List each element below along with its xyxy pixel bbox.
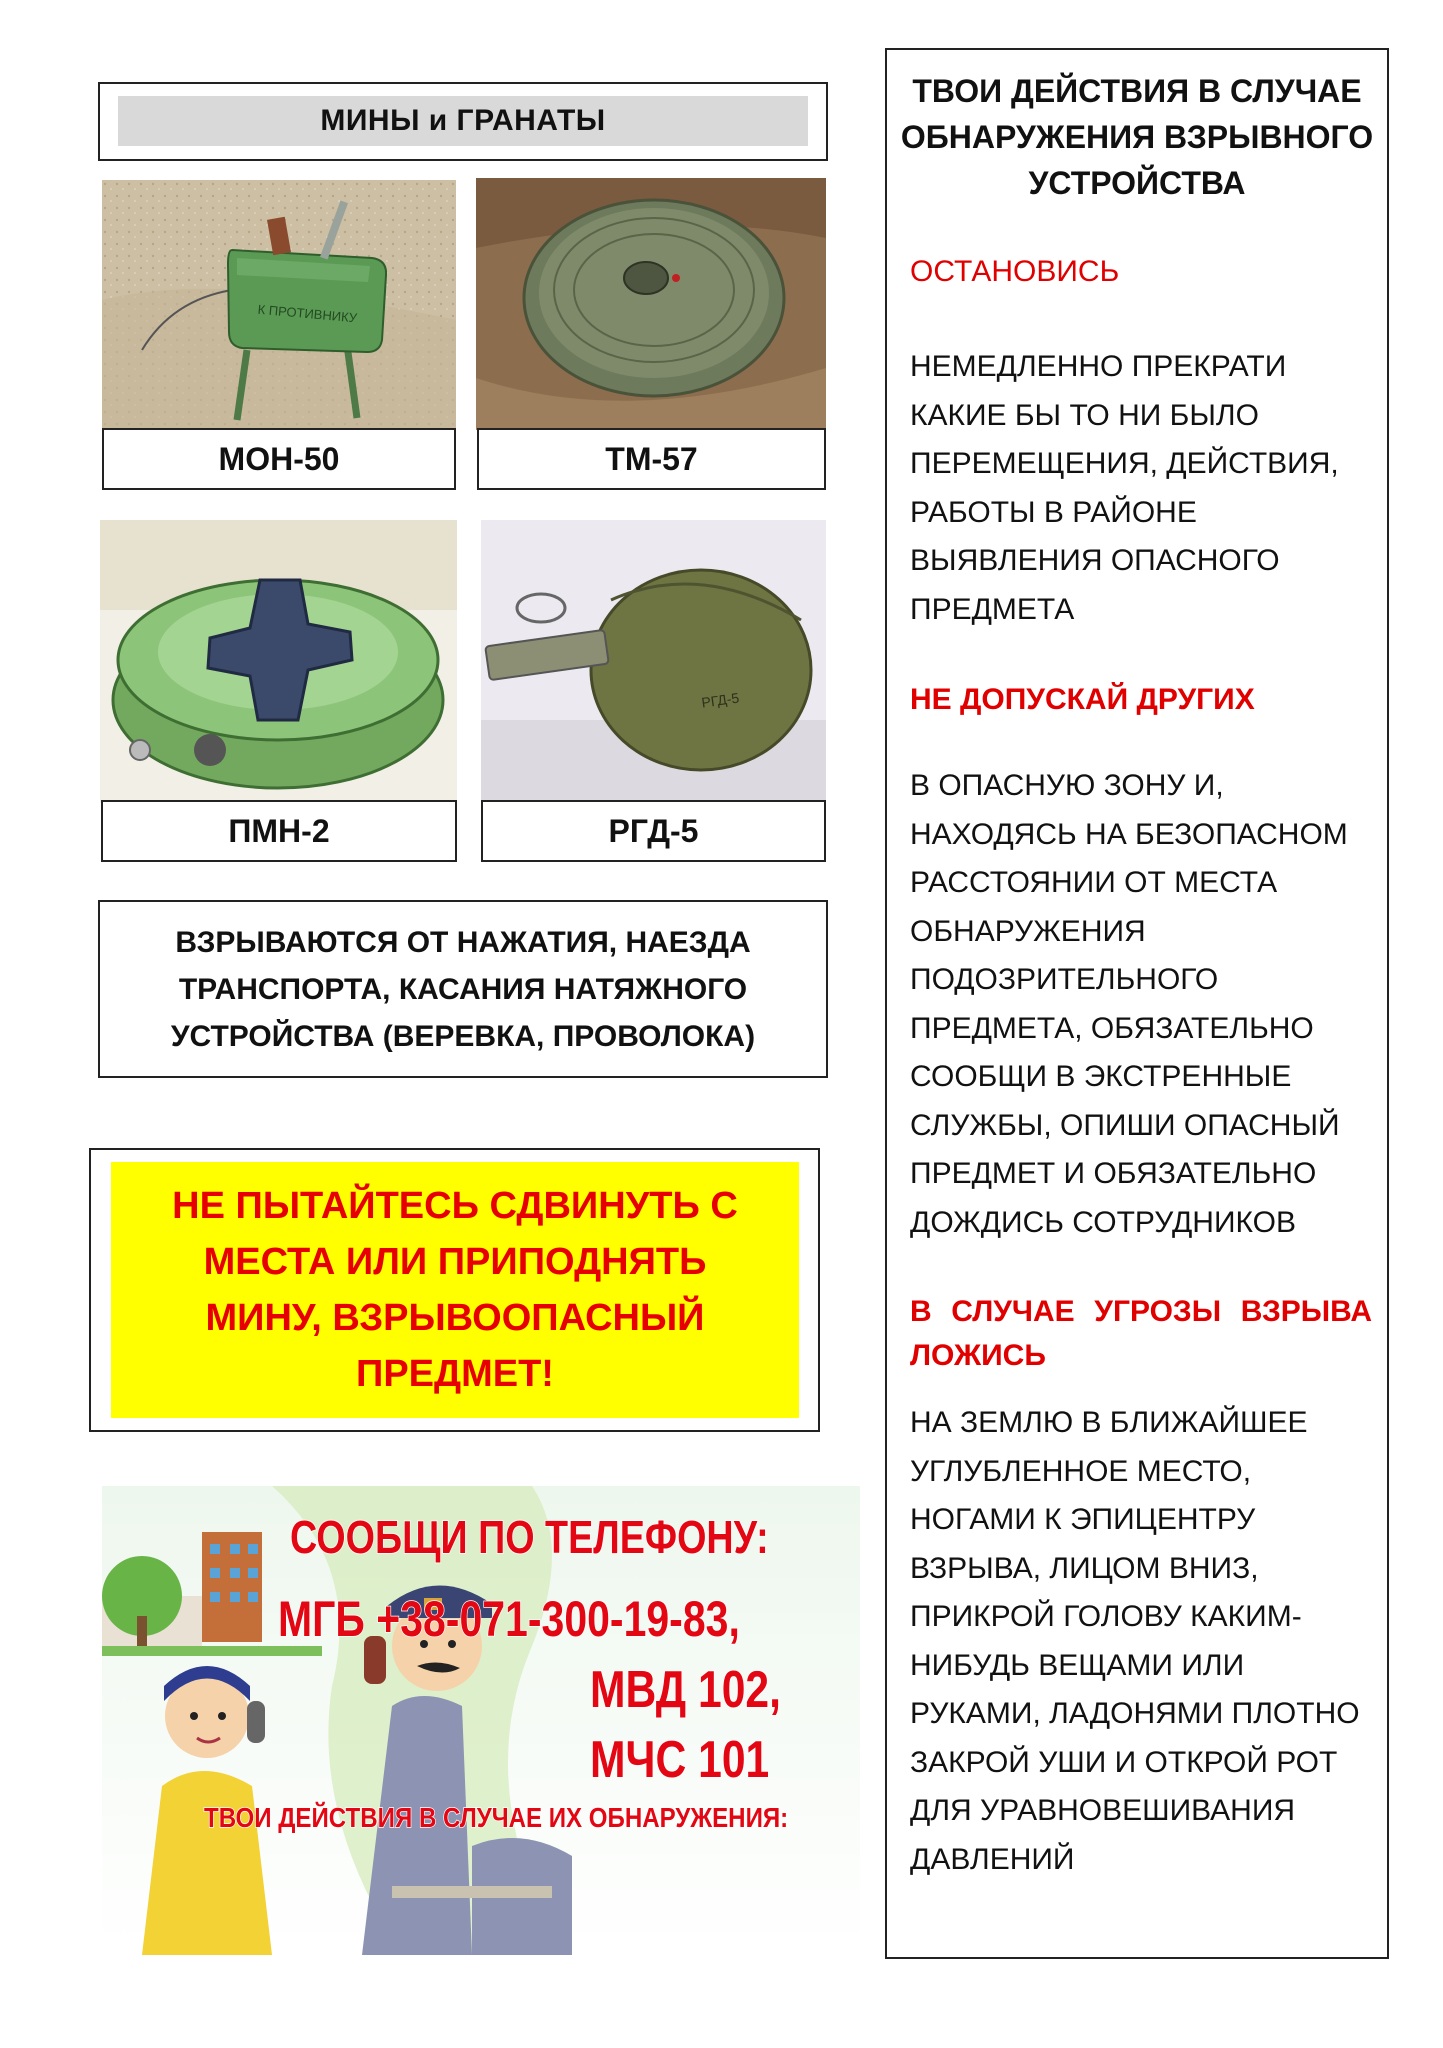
poster-phone-mgb: МГБ +38-071-300-19-83, [278,1591,740,1647]
grenade-photo-rgd-5 [481,520,826,803]
mine-photo-tm-57 [476,178,826,430]
poster-phone-mchs: МЧС 101 [590,1731,770,1789]
actions-panel [885,48,1389,1959]
grenade-marking-text: РГД-5 [700,689,741,711]
step2-text: В ОПАСНУЮ ЗОНУ И, НАХОДЯСЬ НА БЕЗОПАСНОМ РАССТОЯНИИ ОТ МЕСТА ОБНАРУЖЕНИЯ ПОДОЗРИТЕЛЬНОГО ПРЕДМЕТА, ОБЯЗАТЕЛЬНО СООБЩИ В ЭКСТРЕННЫЕ СЛУЖБЫ, ОПИШИ ОПАСНЫЙ ПРЕДМЕТ И ОБЯЗАТЕЛЬНО ДОЖДИСЬ СОТРУДНИКОВ [910,769,1348,1239]
mine-label-mon-50: МОН-50 [102,428,456,490]
poster-caption: ТВОИ ДЕЙСТВИЯ В СЛУЧАЕ ИХ ОБНАРУЖЕНИЯ: [204,1802,789,1833]
mine-photo-pmn-2 [100,520,457,803]
step1-text: НЕМЕДЛЕННО ПРЕКРАТИ КАКИЕ БЫ ТО НИ БЫЛО ПЕРЕМЕЩЕНИЯ, ДЕЙСТВИЯ, РАБОТЫ В РАЙОНЕ ВЫЯВЛЕНИЯ ОПАСНОГО ПРЕДМЕТА [910,350,1339,626]
mine-label-pmn-2: ПМН-2 [101,800,457,862]
actions-title: ТВОИ ДЕЙСТВИЯ В СЛУЧАЕ ОБНАРУЖЕНИЯ ВЗРЫВНОГО УСТРОЙСТВА [900,73,1374,201]
step2-heading: НЕ ДОПУСКАЙ ДРУГИХ [910,683,1255,716]
warning-text: НЕ ПЫТАЙТЕСЬ СДВИНУТЬ С МЕСТА ИЛИ ПРИПОДНЯТЬ МИНУ, ВЗРЫВООПАСНЫЙ ПРЕДМЕТ! [111,1162,799,1418]
warning-box [89,1148,820,1432]
mine-label-tm-57: ТМ-57 [477,428,826,490]
mine-photo-mon-50 [102,180,456,430]
step1-heading: ОСТАНОВИСЬ [910,255,1120,288]
section-title: МИНЫ и ГРАНАТЫ [118,96,808,146]
report-phone-poster [102,1486,860,1955]
section-title-box [98,82,828,161]
trigger-info-box: ВЗРЫВАЮТСЯ ОТ НАЖАТИЯ, НАЕЗДА ТРАНСПОРТА, КАСАНИЯ НАТЯЖНОГО УСТРОЙСТВА (ВЕРЕВКА, ПРОВОЛОКА) [98,900,828,1078]
step3-text: НА ЗЕМЛЮ В БЛИЖАЙШЕЕ УГЛУБЛЕННОЕ МЕСТО, НОГАМИ К ЭПИЦЕНТРУ ВЗРЫВА, ЛИЦОМ ВНИЗ, ПРИКРОЙ ГОЛОВУ КАКИМ-НИБУДЬ ВЕЩАМИ ИЛИ РУКАМИ, ЛАДОНЯМИ ПЛОТНО ЗАКРОЙ УШИ И ОТКРОЙ РОТ ДЛЯ УРАВНОВЕШИВАНИЯ ДАВЛЕНИЙ [910,1406,1360,1876]
grenade-label-rgd-5: РГД-5 [481,800,826,862]
step3-heading: В СЛУЧАЕ УГРОЗЫ ВЗРЫВА ЛОЖИСЬ [910,1295,1372,1372]
poster-headline: СООБЩИ ПО ТЕЛЕФОНУ: [290,1511,769,1563]
mine-marking-text: К ПРОТИВНИКУ [257,301,358,326]
poster-phone-mvd: МВД 102, [590,1661,781,1719]
